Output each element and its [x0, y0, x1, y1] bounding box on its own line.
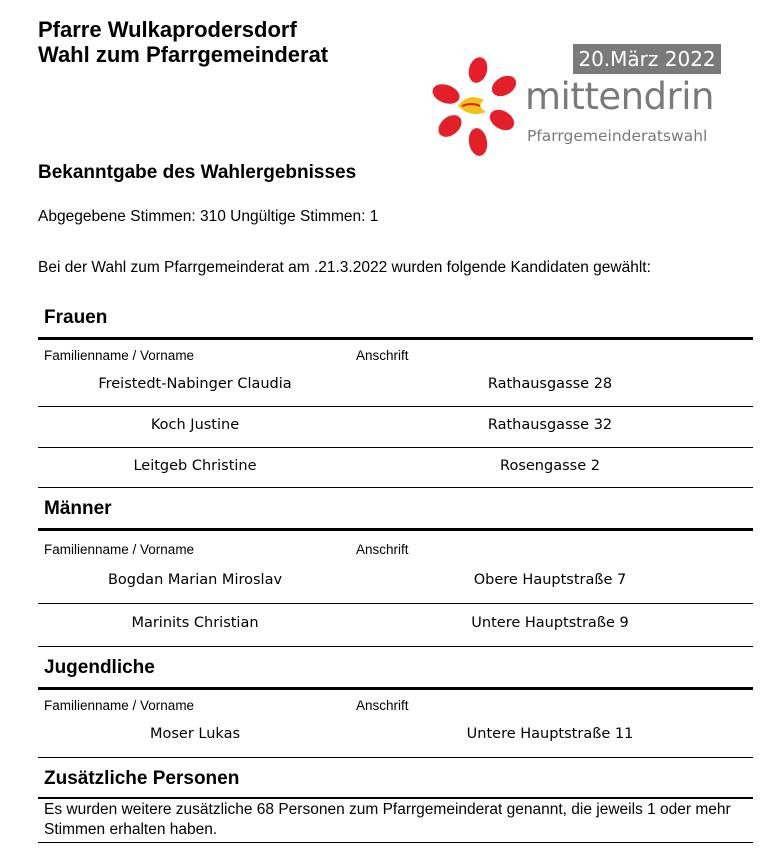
- intro-text: Bei der Wahl zum Pfarrgemeinderat am .21.3.2022 wurden folgende Kandidaten gewählt:: [38, 259, 651, 276]
- section-title-frauen: Frauen: [44, 307, 108, 328]
- document-header: [38, 17, 328, 67]
- candidate-address: Obere Hauptstraße 7: [473, 572, 627, 588]
- column-header-name: Familienname / Vorname: [44, 542, 195, 557]
- row-divider: [38, 842, 753, 843]
- row-divider: [38, 646, 753, 647]
- row-divider: [38, 447, 753, 448]
- section-rule: [38, 687, 753, 690]
- candidate-name: Marinits Christian: [131, 615, 259, 631]
- candidate-name: Freistedt-Nabinger Claudia: [98, 376, 292, 392]
- column-header-name: Familienname / Vorname: [44, 698, 195, 713]
- candidate-name: Koch Justine: [150, 417, 240, 433]
- column-header-address: Anschrift: [356, 698, 409, 713]
- column-header-address: Anschrift: [356, 542, 409, 557]
- section-rule: [38, 337, 753, 340]
- date-badge: 20.März 2022: [573, 44, 721, 74]
- row-divider: [38, 757, 753, 758]
- candidate-address: Rathausgasse 32: [487, 417, 613, 433]
- brand-subtitle: Pfarrgemeinderatswahl: [527, 127, 708, 145]
- additional-text: Es wurden weitere zusätzliche 68 Personen zum Pfarrgemeinderat genannt, die jeweils 1 oder mehr Stimmen erhalten haben.: [44, 801, 731, 838]
- row-divider: [38, 406, 753, 407]
- vote-counts: Abgegebene Stimmen: 310 Ungültige Stimmen: 1: [38, 208, 379, 225]
- section-rule: [38, 528, 753, 531]
- row-divider: [38, 487, 753, 488]
- announcement-title: Bekanntgabe des Wahlergebnisses: [38, 162, 357, 183]
- candidate-address: Rosengasse 2: [500, 458, 600, 474]
- brand-wordmark: mittendrin: [525, 75, 714, 118]
- candidate-address: Untere Hauptstraße 9: [471, 615, 629, 631]
- section-title-additional: Zusätzliche Personen: [44, 768, 240, 789]
- parish-name: Pfarre Wulkaprodersdorf: [38, 17, 297, 42]
- candidate-name: Moser Lukas: [149, 726, 241, 742]
- section-title-maenner: Männer: [44, 498, 112, 519]
- row-divider: [38, 603, 753, 604]
- candidate-name: Leitgeb Christine: [133, 458, 257, 474]
- candidate-name: Bogdan Marian Miroslav: [107, 572, 283, 588]
- column-header-name: Familienname / Vorname: [44, 348, 195, 363]
- flower-logo-icon: [428, 56, 520, 160]
- candidate-address: Rathausgasse 28: [487, 376, 613, 392]
- candidate-address: Untere Hauptstraße 11: [466, 726, 634, 742]
- election-title: Wahl zum Pfarrgemeinderat: [38, 42, 329, 67]
- column-header-address: Anschrift: [356, 348, 409, 363]
- section-rule: [38, 797, 753, 799]
- section-title-jugendliche: Jugendliche: [44, 657, 155, 678]
